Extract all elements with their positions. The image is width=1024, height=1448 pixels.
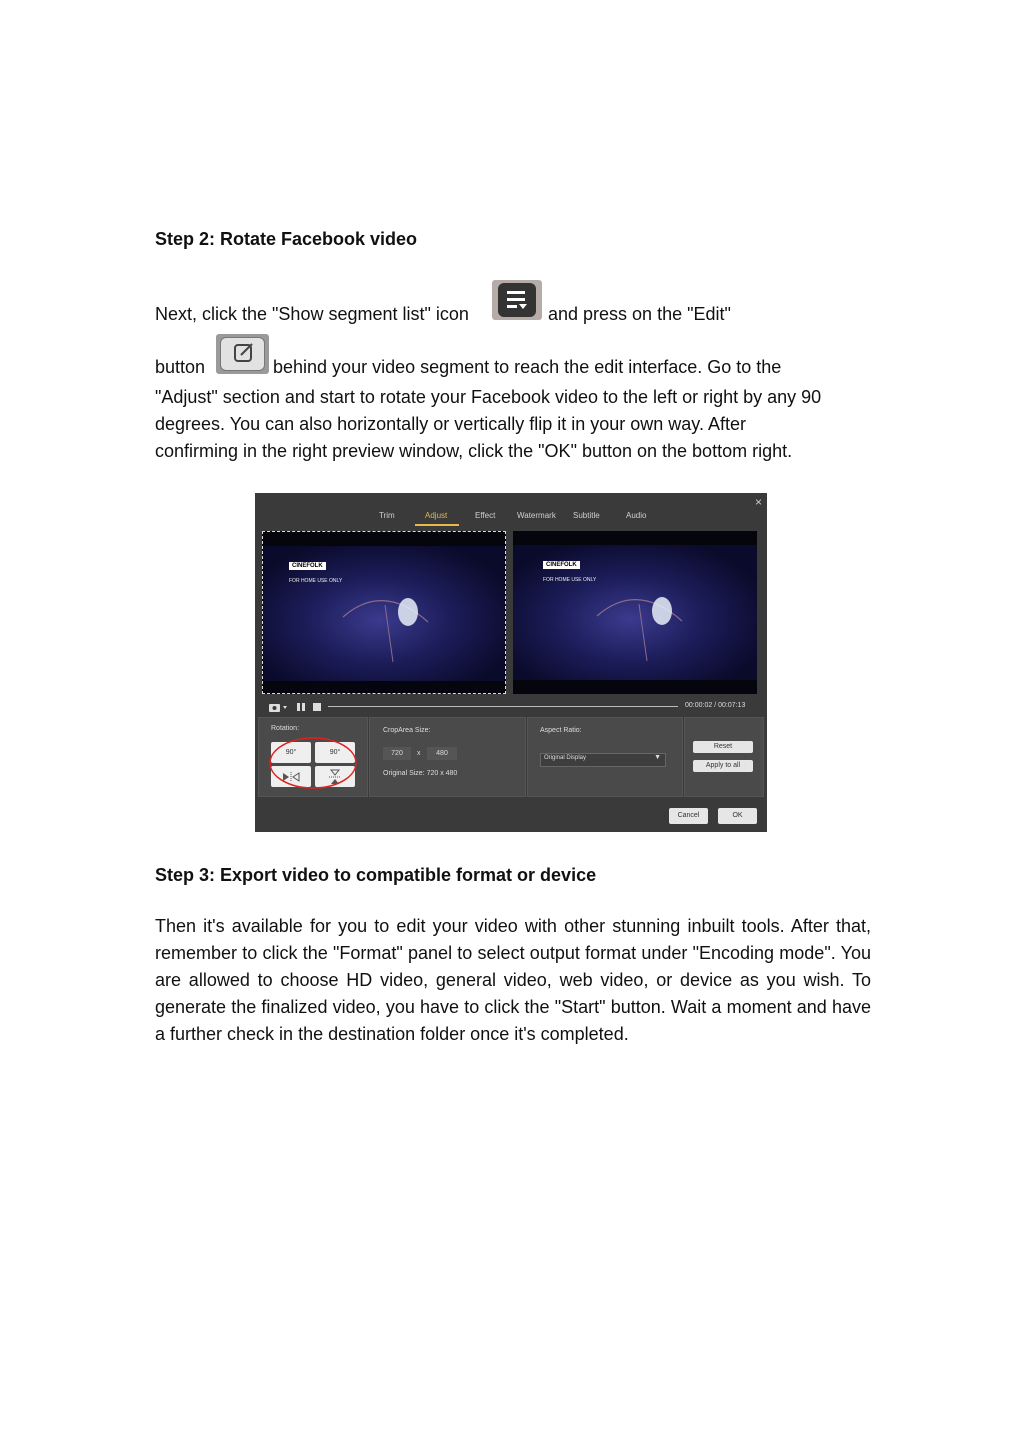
video-logo: CINEFOLK [289, 562, 326, 570]
cancel-button[interactable]: Cancel [669, 808, 708, 824]
aspect-ratio-select[interactable] [540, 753, 666, 767]
step2-line2b: behind your video segment to reach the edit interface. Go to the [273, 357, 782, 377]
step3-body: Then it's available for you to edit your video with other stunning inbuilt tools. After that, remember to click the "Format" panel to select output format under "Encoding mode". You are allowed to choose HD video, general video, web video, or device as you wish. To generate the finalized video, you have to click the "Start" button. Wait a moment and have a further check in the destination folder once it's completed. [155, 916, 871, 1044]
crop-label: CropArea Size: [383, 727, 431, 734]
crop-x-separator: x [417, 750, 421, 757]
step2-line2a: button [155, 357, 206, 377]
close-icon[interactable]: × [754, 495, 762, 509]
original-preview[interactable] [262, 531, 506, 694]
rotation-panel [258, 717, 368, 797]
step2-heading: Step 2: Rotate Facebook video [155, 229, 418, 249]
show-segment-list-icon [492, 280, 542, 320]
step2-line1a: Next, click the "Show segment list" icon [155, 304, 469, 324]
rotation-label: Rotation: [271, 725, 300, 732]
pause-icon[interactable] [296, 702, 306, 712]
step2-line4: degrees. You can also horizontally or vertically flip it in your own way. After [155, 414, 746, 434]
ok-button[interactable]: OK [718, 808, 757, 824]
original-size: Original Size: 720 x 480 [383, 770, 458, 777]
apply-to-all-button[interactable]: Apply to all [693, 760, 753, 772]
edit-window-screenshot [255, 493, 767, 832]
crop-height-input[interactable]: 480 [427, 747, 457, 760]
actions-panel [684, 717, 764, 797]
camera-icon[interactable] [269, 702, 289, 712]
crop-panel [369, 717, 526, 797]
tab-subtitle[interactable]: Subtitle [573, 511, 600, 520]
aspect-label: Aspect Ratio: [540, 727, 582, 734]
tab-watermark[interactable]: Watermark [517, 511, 556, 520]
time-display: 00:00:02 / 00:07:13 [685, 702, 746, 709]
progress-track[interactable] [328, 706, 678, 707]
rotate-left-icon: 90° [285, 749, 297, 756]
step3-heading: Step 3: Export video to compatible format or device [155, 865, 597, 885]
step2-line5: confirming in the right preview window, click the "OK" button on the bottom right. [155, 441, 793, 461]
tab-adjust[interactable]: Adjust [425, 511, 448, 520]
video-logo: CINEFOLK [543, 561, 580, 569]
step2-line1b: and press on the "Edit" [548, 304, 731, 324]
stop-icon[interactable] [312, 702, 322, 712]
tab-trim[interactable]: Trim [379, 511, 395, 520]
crop-width-input[interactable]: 720 [383, 747, 411, 760]
umbrella-graphic [587, 586, 707, 666]
aspect-panel [527, 717, 683, 797]
video-overlay-text: FOR HOME USE ONLY [289, 578, 343, 584]
tab-effect[interactable]: Effect [475, 511, 496, 520]
umbrella-graphic [333, 587, 453, 667]
output-preview [513, 531, 757, 694]
playback-controls [255, 699, 767, 715]
reset-button[interactable]: Reset [693, 741, 753, 753]
tab-audio[interactable]: Audio [626, 511, 647, 520]
aspect-ratio-value: Original Display [544, 755, 587, 761]
step2-line3: "Adjust" section and start to rotate your Facebook video to the left or right by any 90 [155, 387, 822, 407]
rotate-right-icon: 90° [329, 749, 341, 756]
highlight-circle [267, 735, 359, 791]
active-tab-underline [415, 524, 459, 526]
chevron-down-icon: ▼ [654, 754, 661, 761]
video-overlay-text: FOR HOME USE ONLY [543, 577, 597, 583]
edit-icon [216, 334, 269, 374]
